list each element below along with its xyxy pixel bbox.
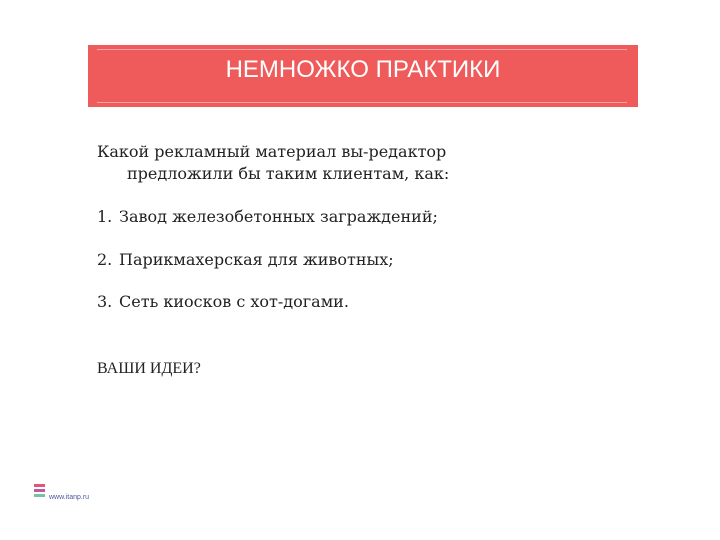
title-banner xyxy=(88,45,638,107)
question-text xyxy=(97,141,537,185)
flag-stripes-icon xyxy=(34,484,45,499)
list-item-number: 2. xyxy=(97,250,113,269)
footer-logo xyxy=(34,484,114,506)
list-item-number: 1. xyxy=(97,207,113,226)
footer-url: www.itanp.ru xyxy=(49,494,90,501)
slide-content xyxy=(97,141,537,377)
list-item xyxy=(97,292,349,311)
list-item-text: Завод железобетонных заграждений; xyxy=(119,207,438,226)
question-line-1: Какой рекламный материал вы-редактор xyxy=(97,142,447,161)
question-line-2: предложили бы таким клиентам, как: xyxy=(127,164,450,183)
page-title: НЕМНОЖКО ПРАКТИКИ xyxy=(225,56,501,83)
list-item-text: Сеть киосков с хот-догами. xyxy=(119,292,349,311)
list-item xyxy=(97,207,438,226)
ideas-prompt: ВАШИ ИДЕИ? xyxy=(97,360,201,377)
list-item-text: Парикмахерская для животных; xyxy=(119,250,394,269)
list-item xyxy=(97,250,394,269)
list-item-number: 3. xyxy=(97,292,113,311)
